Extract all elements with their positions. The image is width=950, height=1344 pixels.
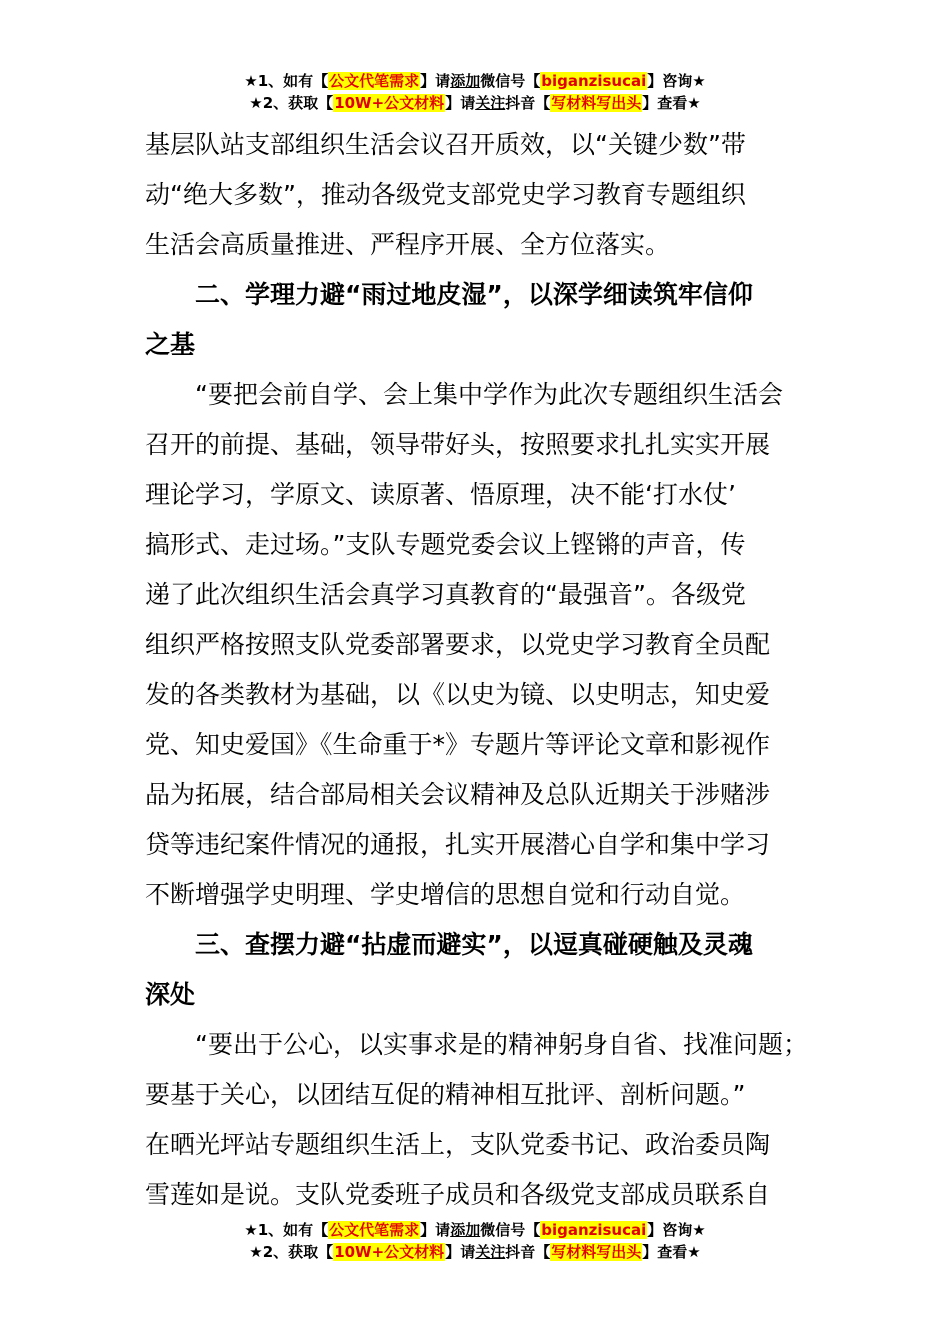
body-line: 雪莲如是说。支队党委班子成员和各级党支部成员联系自 [145, 1180, 771, 1209]
promo-text: 微信号【 [480, 72, 541, 90]
promo-highlight: biganzisucai [541, 72, 647, 90]
promo-text: 】请 [420, 72, 451, 90]
promo-line-2 [0, 1241, 950, 1263]
promo-text: ★1、如有【 [244, 1221, 329, 1239]
promo-text: 】查看★ [642, 94, 701, 112]
body-line: 召开的前提、基础，领导带好头，按照要求扎扎实实开展 [145, 430, 771, 459]
body-line: 递了此次组织生活会真学习真教育的“最强音”。各级党 [145, 580, 746, 609]
promo-highlight: 写材料写出头 [551, 1243, 642, 1261]
body-line: 不断增强学史明理、学史增信的思想自觉和行动自觉。 [145, 880, 746, 909]
promo-highlight: biganzisucai [541, 1221, 647, 1239]
body-line: 发的各类教材为基础，以《以史为镜、以史明志，知史爱 [145, 680, 771, 709]
promo-banner-top [0, 70, 950, 114]
promo-highlight: 10W+公文材料 [334, 94, 445, 112]
promo-line-1 [0, 70, 950, 92]
section-heading-2-cont: 之基 [145, 330, 196, 359]
promo-text: 抖音【 [505, 94, 551, 112]
body-line: 动“绝大多数”，推动各级党支部党史学习教育专题组织 [145, 180, 746, 209]
promo-text: 】请 [445, 1243, 476, 1261]
promo-underlined: 添加 [450, 1221, 481, 1239]
body-line: 品为拓展，结合部局相关会议精神及总队近期关于涉赌涉 [145, 780, 771, 809]
body-line: 组织严格按照支队党委部署要求，以党史学习教育全员配 [145, 630, 771, 659]
body-line: 要基于关心，以团结互促的精神相互批评、剖析问题。” [145, 1080, 746, 1109]
body-line: “要出于公心，以实事求是的精神躬身自省、找准问题； [195, 1030, 808, 1059]
promo-text: ★2、获取【 [249, 1243, 334, 1261]
section-heading-2: 二、学理力避“雨过地皮湿”，以深学细读筑牢信仰 [195, 280, 753, 309]
promo-highlight: 10W+公文材料 [334, 1243, 445, 1261]
body-line: 生活会高质量推进、严程序开展、全方位落实。 [145, 230, 671, 259]
promo-text: ★2、获取【 [249, 94, 334, 112]
promo-highlight: 公文代笔需求 [329, 72, 420, 90]
promo-underlined: 添加 [450, 72, 481, 90]
promo-text: 抖音【 [505, 1243, 551, 1261]
promo-text: 】请 [420, 1221, 451, 1239]
section-heading-3-cont: 深处 [145, 980, 196, 1009]
body-line: 在晒光坪站专题组织生活上，支队党委书记、政治委员陶 [145, 1130, 771, 1159]
body-line: 贷等违纪案件情况的通报，扎实开展潜心自学和集中学习 [145, 830, 771, 859]
promo-text: 微信号【 [480, 1221, 541, 1239]
promo-text: 】查看★ [642, 1243, 701, 1261]
promo-text: 】咨询★ [647, 72, 706, 90]
body-line: 基层队站支部组织生活会议召开质效，以“关键少数”带 [145, 130, 746, 159]
document-body [145, 120, 810, 1220]
promo-text: 】咨询★ [647, 1221, 706, 1239]
section-heading-3: 三、查摆力避“拈虚而避实”，以逗真碰硬触及灵魂 [195, 930, 753, 959]
body-line: “要把会前自学、会上集中学作为此次专题组织生活会 [195, 380, 783, 409]
promo-highlight: 写材料写出头 [551, 94, 642, 112]
promo-text: ★1、如有【 [244, 72, 329, 90]
body-line: 党、知史爱国》《生命重于*》专题片等评论文章和影视作 [145, 730, 771, 759]
promo-line-1 [0, 1219, 950, 1241]
promo-underlined: 关注 [475, 94, 506, 112]
body-line: 搞形式、走过场。”支队专题党委会议上铿锵的声音，传 [145, 530, 746, 559]
promo-highlight: 公文代笔需求 [329, 1221, 420, 1239]
promo-line-2 [0, 92, 950, 114]
promo-underlined: 关注 [475, 1243, 506, 1261]
promo-banner-bottom [0, 1219, 950, 1263]
body-line: 理论学习，学原文、读原著、悟原理，决不能‘打水仗’ [145, 480, 736, 509]
promo-text: 】请 [445, 94, 476, 112]
